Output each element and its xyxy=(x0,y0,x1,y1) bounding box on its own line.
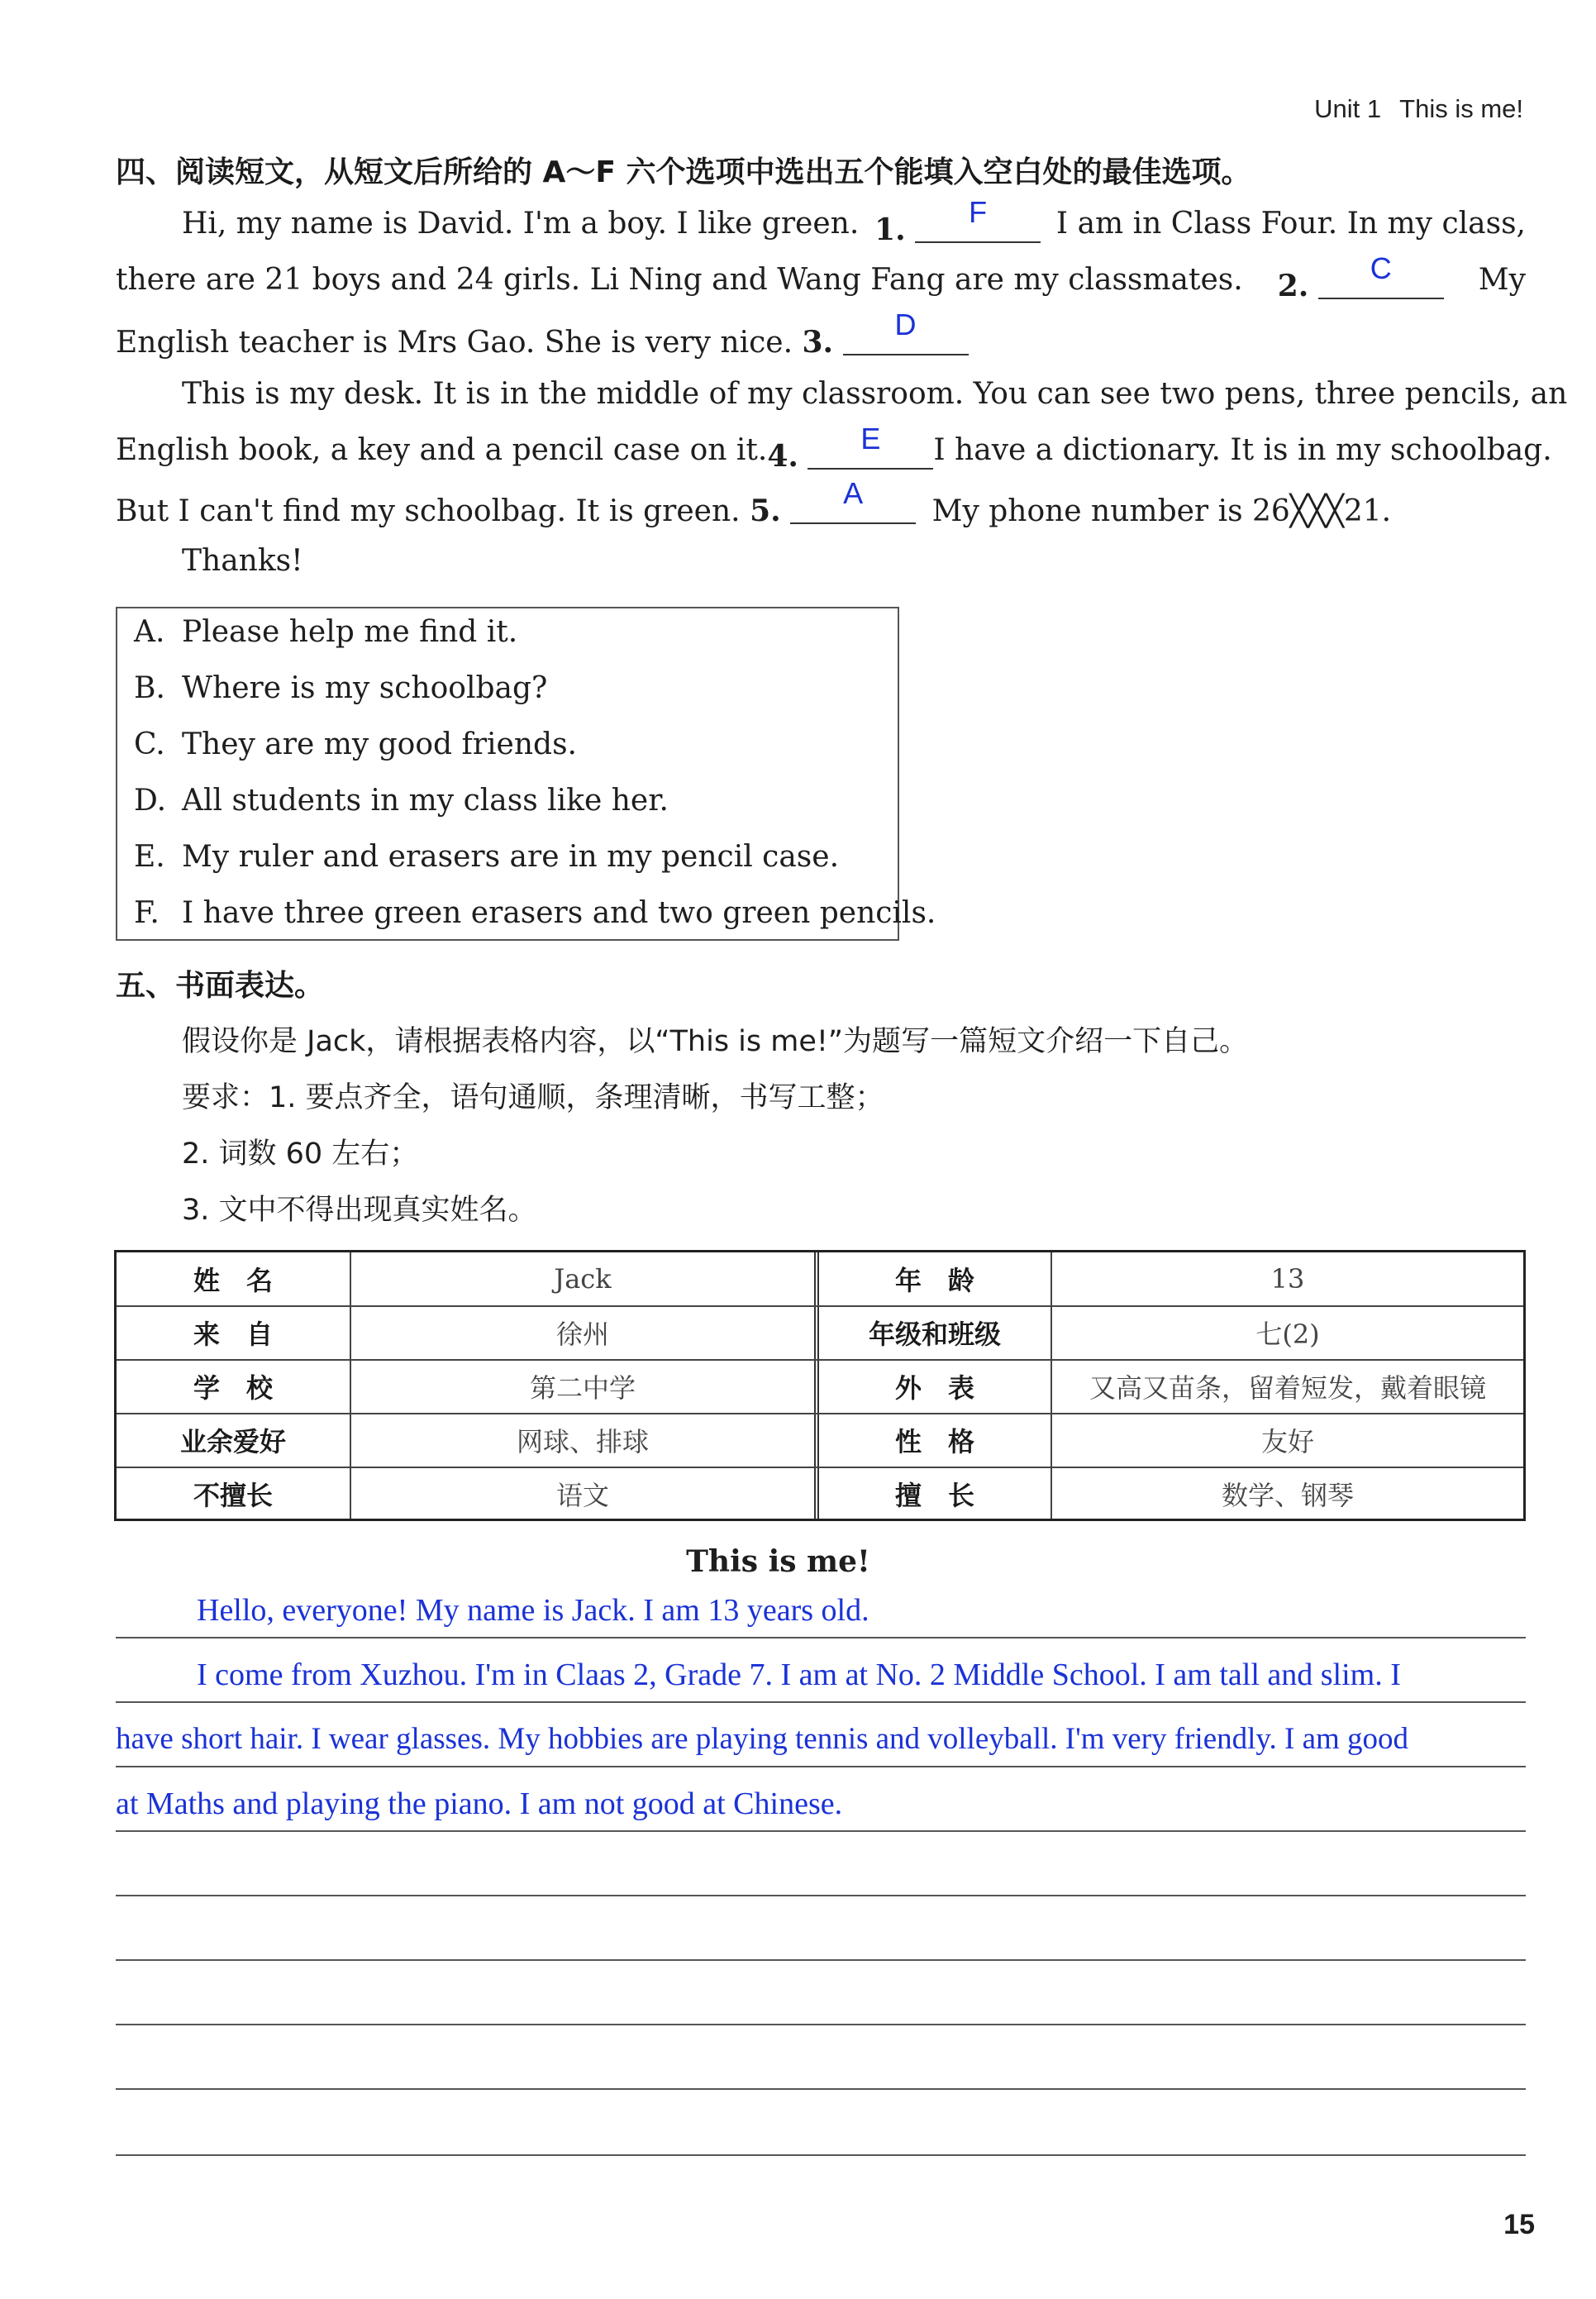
answer-blank-2[interactable] xyxy=(1318,251,1444,299)
writing-line xyxy=(116,1766,1526,1767)
writing-line xyxy=(116,1830,1526,1832)
passage-text: English teacher is Mrs Gao. She is very nice. xyxy=(116,326,793,360)
value-personality: 友好 xyxy=(1260,1426,1314,1457)
option-letter: A. xyxy=(134,615,165,649)
writing-line xyxy=(116,2088,1526,2090)
answer-5: A xyxy=(843,476,864,510)
value-school: 第二中学 xyxy=(529,1372,636,1404)
passage-text: I have a dictionary. It is in my schoolbag. xyxy=(933,433,1552,467)
option-f xyxy=(134,896,936,930)
page-number: 15 xyxy=(1503,2209,1535,2240)
option-text: I have three green erasers and two green pencils. xyxy=(182,896,936,930)
passage-text: My phone number is 26╳╳╳21. xyxy=(931,494,1392,528)
label-appearance: 外 表 xyxy=(894,1372,974,1404)
option-letter: D. xyxy=(134,784,167,818)
essay-title: This is me! xyxy=(686,1544,870,1579)
passage-line-5 xyxy=(116,422,1552,474)
option-text: My ruler and erasers are in my pencil case. xyxy=(182,840,840,874)
blank-number: 3. xyxy=(802,325,834,360)
option-letter: C. xyxy=(134,727,165,761)
writing-line xyxy=(116,2024,1526,2025)
value-hobbies: 网球、排球 xyxy=(516,1426,649,1457)
essay-line-2[interactable]: I come from Xuzhou. I'm in Claas 2, Grade 7. I am at No. 2 Middle School. I am tall and slim. I xyxy=(197,1657,1401,1692)
value-good-at: 数学、钢琴 xyxy=(1221,1480,1354,1511)
blank-2-group xyxy=(1277,251,1444,303)
value-age: 13 xyxy=(1270,1263,1305,1295)
label-hobbies: 业余爱好 xyxy=(179,1426,286,1457)
value-appearance: 又高又苗条，留着短发，戴着眼镜 xyxy=(1089,1372,1486,1404)
info-table xyxy=(114,1250,1526,1521)
requirement-3: 3. 文中不得出现真实姓名。 xyxy=(182,1194,537,1227)
passage-line-4: This is my desk. It is in the middle of my classroom. You can see two pens, three pencils, an xyxy=(182,377,1568,411)
option-text: Please help me find it. xyxy=(182,615,518,649)
passage-line-2 xyxy=(116,251,1526,303)
answer-3: D xyxy=(894,308,917,341)
value-from: 徐州 xyxy=(555,1319,609,1350)
essay-line-3[interactable]: have short hair. I wear glasses. My hobbies are playing tennis and volleyball. I'm very friendly. I am good xyxy=(116,1722,1409,1756)
passage-line-6 xyxy=(116,476,1526,528)
label-personality: 性 格 xyxy=(894,1426,974,1457)
answer-1: F xyxy=(969,195,988,229)
passage-thanks: Thanks! xyxy=(182,544,303,578)
value-grade-class: 七(2) xyxy=(1255,1319,1320,1350)
answer-blank-4[interactable] xyxy=(808,422,933,470)
requirement-1: 要求：1. 要点齐全，语句通顺，条理清晰，书写工整； xyxy=(182,1081,884,1114)
blank-number: 1. xyxy=(874,212,906,247)
option-b xyxy=(134,671,547,705)
writing-line xyxy=(116,1637,1526,1638)
essay-line-4[interactable]: at Maths and playing the piano. I am not good at Chinese. xyxy=(116,1786,843,1821)
label-school: 学 校 xyxy=(193,1372,273,1404)
blank-1-group xyxy=(874,195,1041,247)
passage-text: My xyxy=(1478,263,1526,297)
passage-text: Hi, my name is David. I'm a boy. I like green. xyxy=(182,207,860,241)
unit-title: This is me! xyxy=(1399,94,1523,123)
blank-number: 2. xyxy=(1277,269,1309,303)
label-good-at: 擅 长 xyxy=(894,1480,974,1511)
passage-text: But I can't find my schoolbag. It is green. xyxy=(116,494,741,528)
writing-line xyxy=(116,1959,1526,1961)
writing-line xyxy=(116,1701,1526,1703)
option-letter: E. xyxy=(134,840,165,874)
passage-text: I am in Class Four. In my class, xyxy=(1055,207,1526,241)
option-text: All students in my class like her. xyxy=(182,784,669,818)
section-4-title: 四、阅读短文，从短文后所给的 A～F 六个选项中选出五个能填入空白处的最佳选项。 xyxy=(116,155,1251,189)
option-d xyxy=(134,784,669,818)
option-text: Where is my schoolbag? xyxy=(182,671,548,705)
page-header xyxy=(1314,94,1523,124)
label-weak-at: 不擅长 xyxy=(193,1480,273,1511)
option-letter: B. xyxy=(134,671,165,705)
answer-4: E xyxy=(860,422,881,456)
passage-line-3 xyxy=(116,308,1526,360)
label-from: 来 自 xyxy=(193,1319,273,1350)
value-name: Jack xyxy=(554,1263,612,1295)
blank-4-group xyxy=(767,422,933,474)
option-letter: F. xyxy=(134,896,160,930)
label-grade-class: 年级和班级 xyxy=(868,1319,1001,1350)
option-text: They are my good friends. xyxy=(182,727,578,761)
option-a xyxy=(134,615,517,649)
writing-line xyxy=(116,2154,1526,2156)
value-weak-at: 语文 xyxy=(555,1480,609,1511)
label-age: 年 龄 xyxy=(894,1265,974,1296)
answer-blank-5[interactable] xyxy=(790,476,916,524)
passage-text: English book, a key and a pencil case on it. xyxy=(116,433,768,467)
answer-blank-1[interactable] xyxy=(915,195,1041,243)
option-e xyxy=(134,840,839,874)
label-name: 姓 名 xyxy=(193,1265,273,1296)
requirement-2: 2. 词数 60 左右； xyxy=(182,1138,419,1171)
section-5-title: 五、书面表达。 xyxy=(116,969,325,1003)
option-c xyxy=(134,727,577,761)
writing-line xyxy=(116,1895,1526,1896)
options-box xyxy=(116,607,936,941)
essay-line-1[interactable]: Hello, everyone! My name is Jack. I am 13 years old. xyxy=(197,1593,869,1628)
unit-label: Unit 1 xyxy=(1314,94,1382,123)
answer-blank-3[interactable] xyxy=(843,308,969,355)
answer-2: C xyxy=(1370,251,1392,285)
blank-number: 5. xyxy=(750,494,781,528)
writing-prompt: 假设你是 Jack，请根据表格内容，以“This is me!”为题写一篇短文介绍一下自己。 xyxy=(182,1025,1249,1058)
passage-text: there are 21 boys and 24 girls. Li Ning and Wang Fang are my classmates. xyxy=(116,263,1243,297)
blank-number: 4. xyxy=(767,439,798,474)
passage-line-1 xyxy=(182,195,1526,247)
